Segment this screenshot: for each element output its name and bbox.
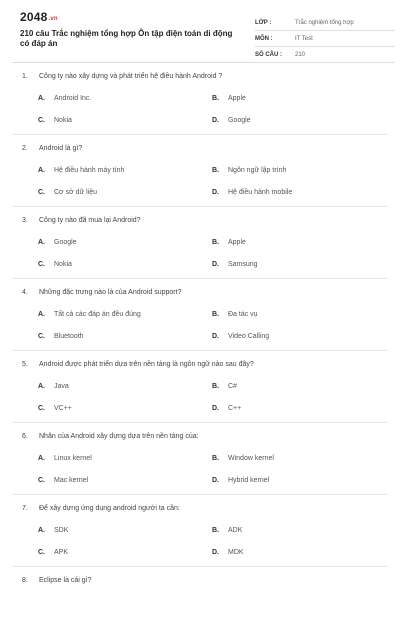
document-header	[12, 0, 388, 63]
question-8	[12, 567, 388, 638]
question-text	[22, 433, 199, 440]
option-letter: B.	[212, 311, 219, 318]
option-c[interactable]	[38, 549, 68, 556]
option-c[interactable]	[38, 189, 97, 196]
logo-main: 2048	[20, 10, 48, 24]
option-a[interactable]	[38, 311, 141, 318]
option-letter: B.	[212, 455, 219, 462]
option-letter: D.	[212, 333, 219, 340]
option-text: C++	[228, 405, 242, 412]
option-a[interactable]	[38, 383, 69, 390]
meta-row-class	[255, 17, 395, 31]
option-text: Nokia	[54, 261, 72, 268]
meta-row-subject	[255, 33, 395, 47]
question-prompt: Android là gì?	[39, 145, 83, 152]
question-number: 6.	[22, 433, 28, 440]
meta-value: IT Test	[295, 36, 313, 42]
question-list	[12, 63, 388, 638]
option-letter: A.	[38, 239, 45, 246]
option-text: Cơ sở dữ liệu	[54, 189, 98, 196]
option-text: Mac kernel	[54, 477, 89, 484]
option-text: Samsung	[228, 261, 258, 268]
option-text: ADK	[228, 527, 243, 534]
option-text: Hệ điều hành máy tính	[54, 167, 125, 174]
meta-value: Trắc nghiệm tổng hợp	[295, 20, 354, 26]
option-b[interactable]	[212, 383, 237, 390]
option-letter: D.	[212, 405, 219, 412]
question-number: 5.	[22, 361, 28, 368]
meta-info	[255, 17, 395, 65]
question-prompt: Nhân của Android xây dựng dựa trên nền tảng của:	[39, 433, 199, 440]
question-text	[22, 217, 141, 224]
option-text: Nokia	[54, 117, 72, 124]
option-letter: A.	[38, 167, 45, 174]
option-c[interactable]	[38, 477, 88, 484]
option-letter: C.	[38, 189, 45, 196]
option-c[interactable]	[38, 333, 84, 340]
option-letter: C.	[38, 405, 45, 412]
option-letter: A.	[38, 383, 45, 390]
question-text	[22, 505, 180, 512]
option-a[interactable]	[38, 95, 91, 102]
option-d[interactable]	[212, 333, 269, 340]
option-text: APK	[54, 549, 69, 556]
option-b[interactable]	[212, 455, 274, 462]
option-text: Apple	[228, 95, 246, 102]
option-letter: C.	[38, 333, 45, 340]
question-text	[22, 361, 254, 368]
option-d[interactable]	[212, 477, 269, 484]
option-letter: B.	[212, 167, 219, 174]
option-text: C#	[228, 383, 237, 390]
document-title: 210 câu Trắc nghiệm tổng hợp Ôn tập điện toán di động có đáp án	[20, 29, 233, 48]
option-text: SDK	[54, 527, 69, 534]
option-c[interactable]	[38, 405, 72, 412]
option-letter: D.	[212, 189, 219, 196]
meta-value: 210	[295, 52, 306, 58]
question-3	[12, 207, 388, 279]
option-d[interactable]	[212, 549, 244, 556]
question-prompt: Android được phát triển dựa trên nền tảng là ngôn ngữ nào sau đây?	[39, 361, 254, 368]
option-b[interactable]	[212, 95, 246, 102]
option-b[interactable]	[212, 239, 246, 246]
option-text: Java	[54, 383, 69, 390]
logo-sub: .vn	[48, 16, 58, 22]
option-b[interactable]	[212, 527, 242, 534]
option-text: Linux kernel	[54, 455, 92, 462]
question-5	[12, 351, 388, 423]
option-letter: B.	[212, 239, 219, 246]
option-text: Window kernel	[228, 455, 274, 462]
question-prompt: Eclipse là cái gì?	[39, 577, 92, 584]
option-letter: C.	[38, 117, 45, 124]
option-letter: C.	[38, 261, 45, 268]
question-1	[12, 63, 388, 135]
option-letter: B.	[212, 95, 219, 102]
question-7	[12, 495, 388, 567]
question-text	[22, 289, 181, 296]
option-d[interactable]	[212, 117, 251, 124]
option-d[interactable]	[212, 405, 241, 412]
question-prompt: Những đặc trưng nào là của Android support?	[39, 289, 182, 296]
option-letter: D.	[212, 549, 219, 556]
option-a[interactable]	[38, 239, 77, 246]
option-text: Ngôn ngữ lập trình	[228, 167, 287, 174]
option-a[interactable]	[38, 167, 124, 174]
meta-label: MÔN :	[255, 36, 273, 42]
option-a[interactable]	[38, 527, 68, 534]
question-number: 4.	[22, 289, 28, 296]
option-text: Hệ điều hành mobile	[228, 189, 293, 196]
question-prompt: Công ty nào xây dựng và phát triển hệ điều hành Android ?	[39, 73, 223, 80]
option-b[interactable]	[212, 311, 258, 318]
option-letter: D.	[212, 261, 219, 268]
option-text: Tất cả các đáp án đều đúng	[54, 311, 141, 318]
question-6	[12, 423, 388, 495]
question-number: 2.	[22, 145, 28, 152]
option-letter: B.	[212, 527, 219, 534]
option-letter: A.	[38, 311, 45, 318]
question-text	[22, 73, 222, 80]
option-text: Google	[228, 117, 251, 124]
option-text: Apple	[228, 239, 246, 246]
option-letter: D.	[212, 117, 219, 124]
option-letter: B.	[212, 383, 219, 390]
question-prompt: Công ty nào đã mua lại Android?	[39, 217, 141, 224]
question-4	[12, 279, 388, 351]
option-c[interactable]	[38, 261, 72, 268]
option-a[interactable]	[38, 455, 92, 462]
option-text: Google	[54, 239, 77, 246]
option-text: Hybrid kernel	[228, 477, 270, 484]
option-d[interactable]	[212, 261, 258, 268]
question-number: 3.	[22, 217, 28, 224]
option-letter: D.	[212, 477, 219, 484]
option-letter: A.	[38, 455, 45, 462]
question-2	[12, 135, 388, 207]
option-letter: A.	[38, 95, 45, 102]
option-d[interactable]	[212, 189, 292, 196]
question-text	[22, 577, 92, 584]
site-logo[interactable]	[20, 10, 58, 24]
option-text: VC++	[54, 405, 72, 412]
option-text: Đa tác vụ	[228, 311, 258, 318]
option-letter: C.	[38, 477, 45, 484]
option-text: Android Inc.	[54, 95, 92, 102]
meta-label: SỐ CÂU :	[255, 52, 282, 58]
option-text: MDK	[228, 549, 244, 556]
option-letter: C.	[38, 549, 45, 556]
question-prompt: Để xây dựng ứng dụng android người ta cần:	[39, 505, 180, 512]
option-text: Bluetooth	[54, 333, 84, 340]
option-b[interactable]	[212, 167, 286, 174]
question-number: 8.	[22, 577, 28, 584]
meta-label: LỚP :	[255, 20, 272, 26]
option-text: Video Calling	[228, 333, 270, 340]
meta-row-count	[255, 49, 395, 63]
option-letter: A.	[38, 527, 45, 534]
question-number: 7.	[22, 505, 28, 512]
option-c[interactable]	[38, 117, 72, 124]
question-text	[22, 145, 82, 152]
question-number: 1.	[22, 73, 28, 80]
